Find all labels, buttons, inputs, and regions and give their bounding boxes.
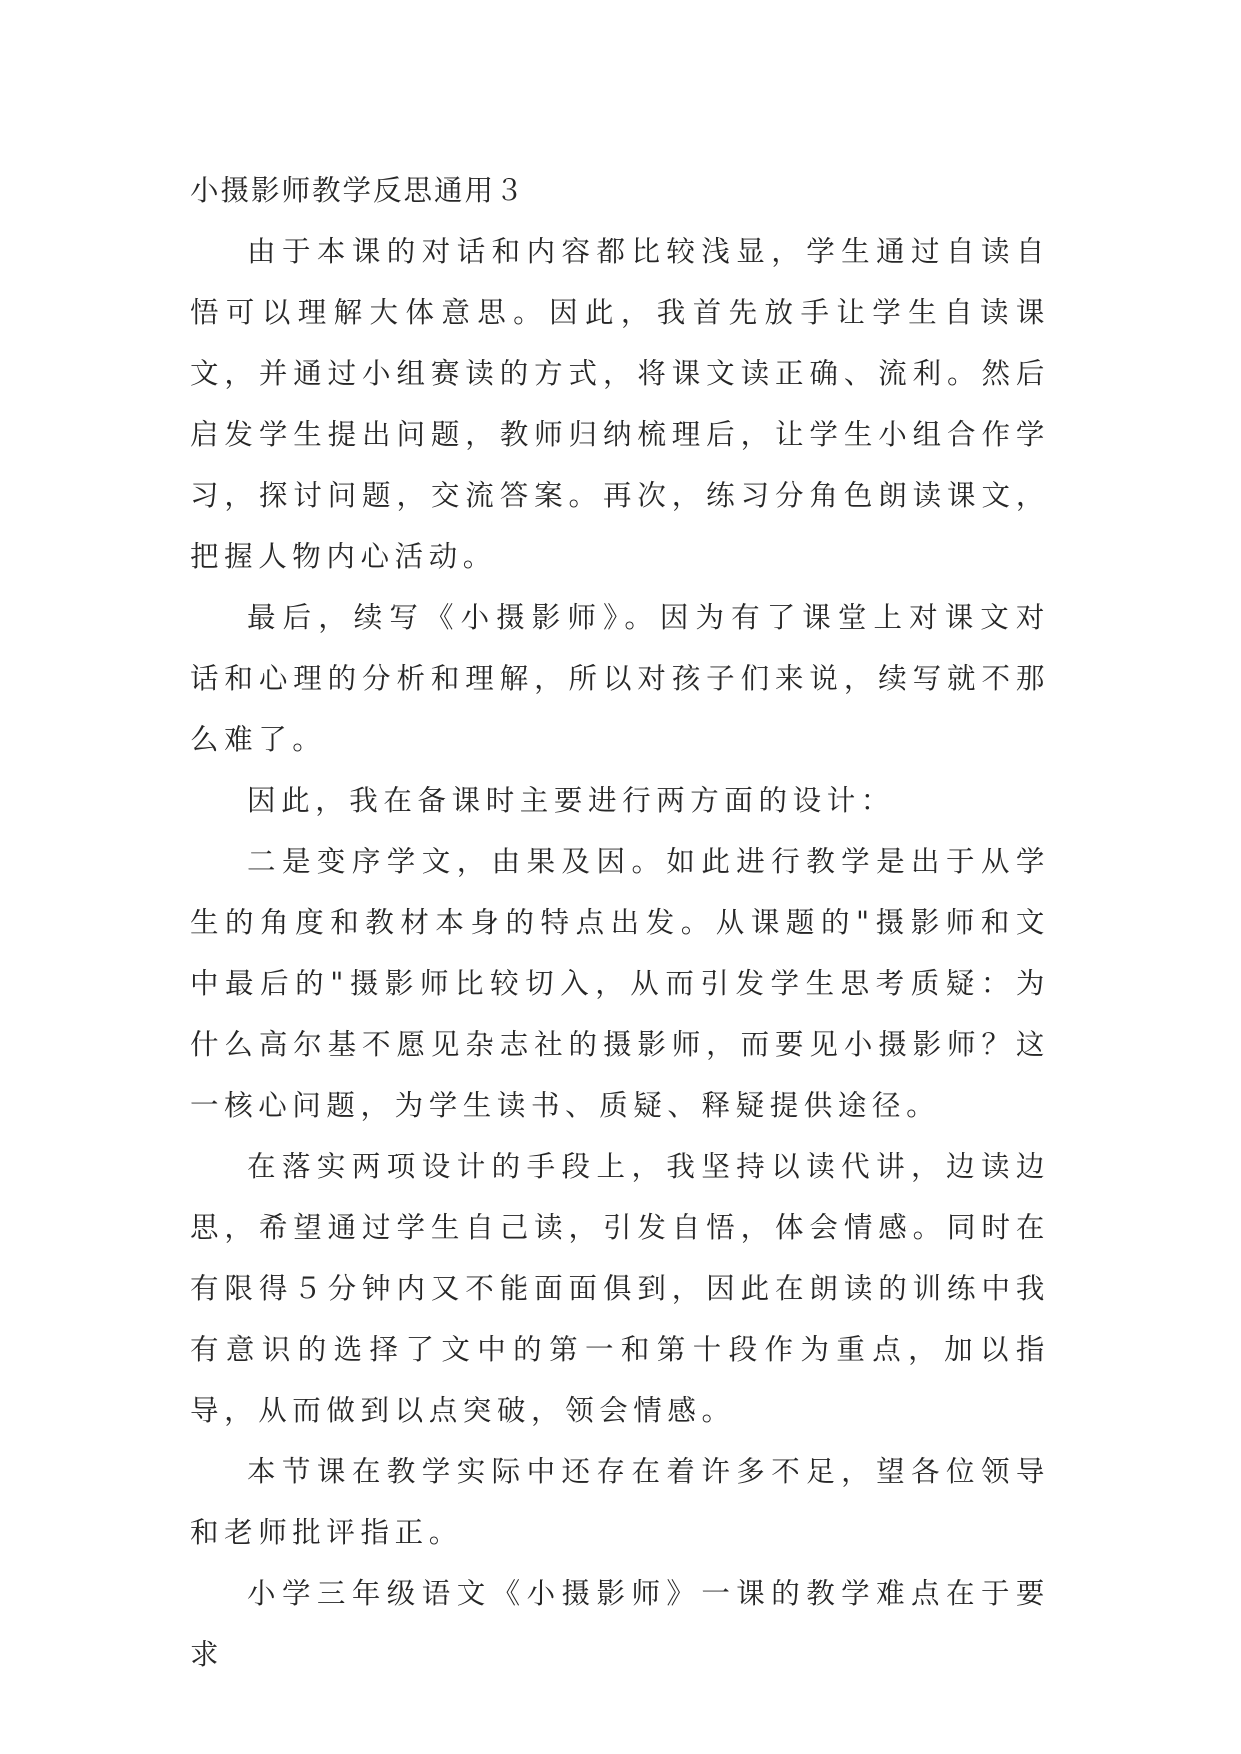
paragraph-1: 由于本课的对话和内容都比较浅显，学生通过自读自悟可以理解大体意思。因此，我首先放手让学生自读课文，并通过小组赛读的方式，将课文读正确、流利。然后启发学生提出问题，教师归纳梳理后，让学生小组合作学习，探讨问题，交流答案。再次，练习分角色朗读课文，把握人物内心活动。 [190,235,1050,573]
document-body [190,160,1050,1685]
paragraph-7: 小学三年级语文《小摄影师》一课的教学难点在于要求 [190,1577,1050,1671]
paragraph-2: 最后，续写《小摄影师》。因为有了课堂上对课文对话和心理的分析和理解，所以对孩子们来说，续写就不那么难了。 [190,601,1050,756]
paragraph-5: 在落实两项设计的手段上，我坚持以读代讲，边读边思，希望通过学生自己读，引发自悟，体会情感。同时在有限得５分钟内又不能面面俱到，因此在朗读的训练中我有意识的选择了文中的第一和第十段作为重点，加以指导，从而做到以点突破，领会情感。 [190,1150,1050,1427]
paragraph-4: 二是变序学文，由果及因。如此进行教学是出于从学生的角度和教材本身的特点出发。从课题的"摄影师和文中最后的"摄影师比较切入，从而引发学生思考质疑：为什么高尔基不愿见杂志社的摄影师，而要见小摄影师？这一核心问题，为学生读书、质疑、释疑提供途径。 [190,845,1050,1122]
paragraph-6: 本节课在教学实际中还存在着许多不足，望各位领导和老师批评指正。 [190,1455,1050,1549]
paragraph-3: 因此，我在备课时主要进行两方面的设计： [247,784,895,817]
document-title: 小摄影师教学反思通用３ [190,174,526,207]
